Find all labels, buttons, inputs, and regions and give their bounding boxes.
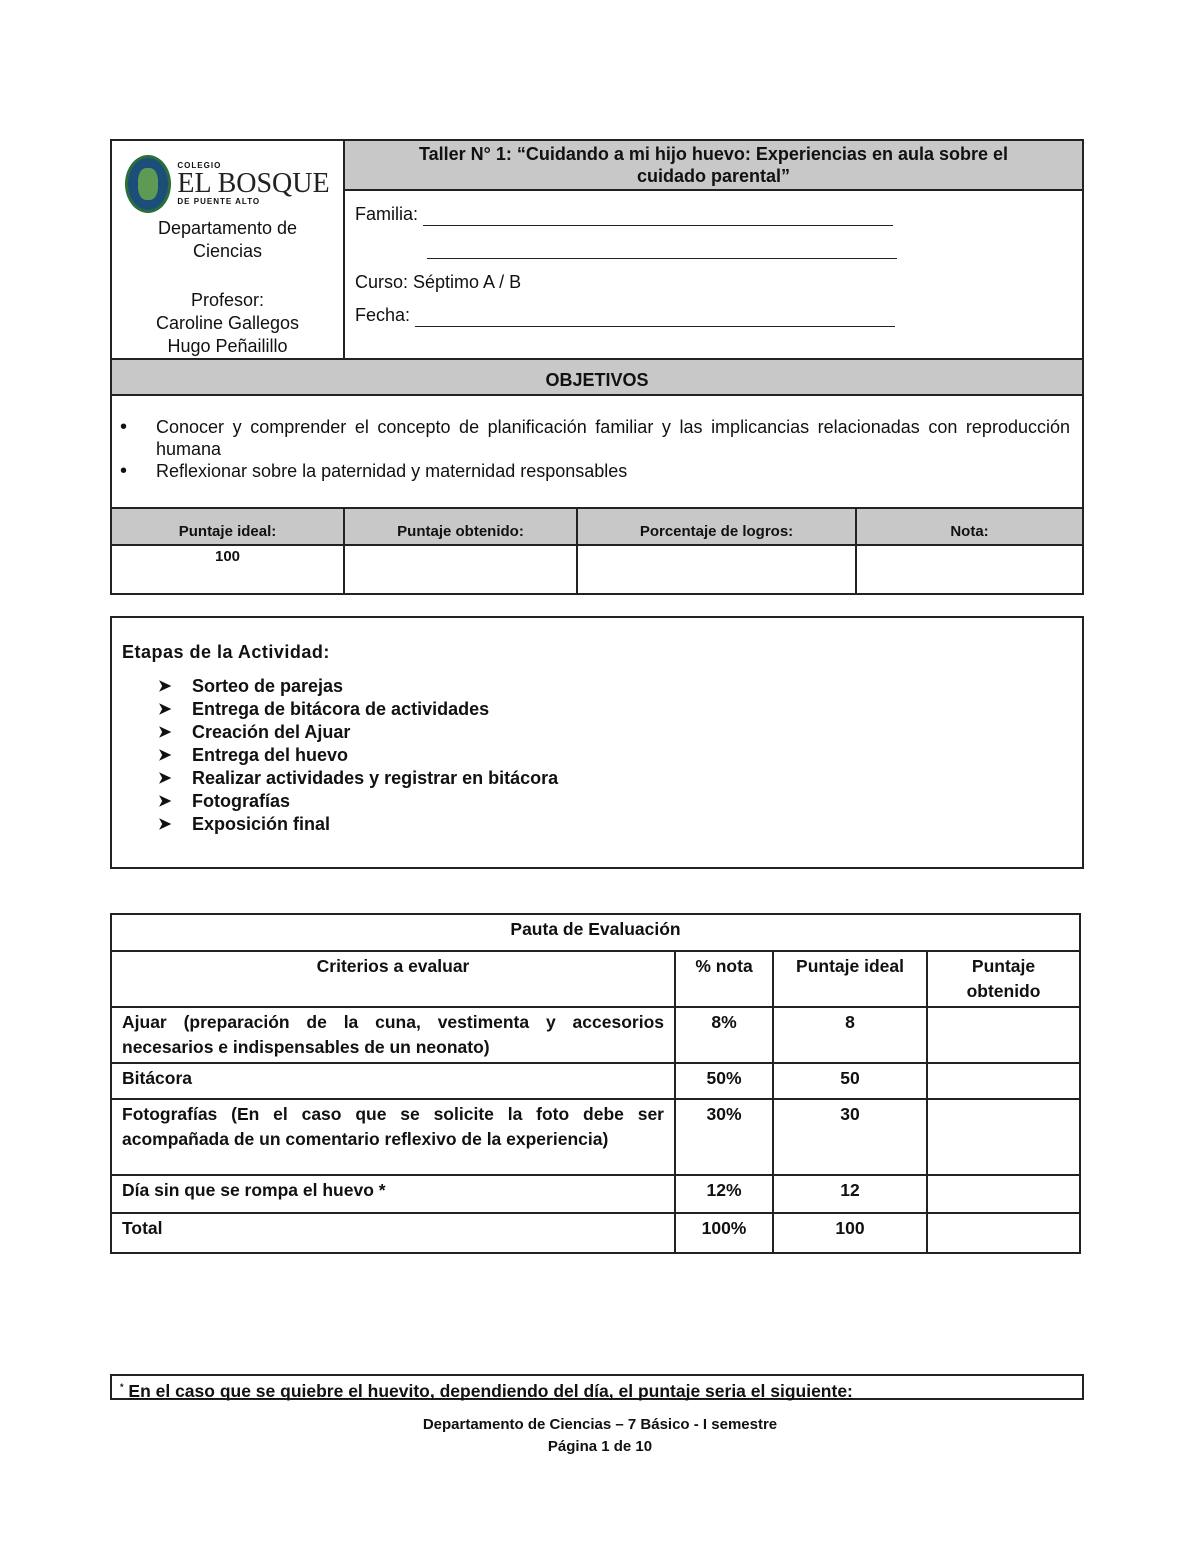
etapa-item: ➤ Realizar actividades y registrar en bitácora xyxy=(158,768,559,788)
objetivo-item: • Conocer y comprender el concepto de planificación familiar y las implicancias relacionadas con reproducción humana xyxy=(156,416,1070,460)
objetivo-item: • Reflexionar sobre la paternidad y maternidad responsables xyxy=(156,460,1070,482)
puntaje-ideal-cell: 8 xyxy=(773,1007,927,1063)
puntaje-ideal-value: 100 xyxy=(111,545,344,594)
criterio-cell: Ajuar (preparación de la cuna, vestimenta y accesorios necesarios e indispensables de un neonato) xyxy=(111,1007,675,1063)
puntaje-ideal-cell: 12 xyxy=(773,1175,927,1213)
score-header: Porcentaje de logros: xyxy=(577,508,856,545)
etapas-box xyxy=(110,616,1084,869)
professor-label: Profesor: xyxy=(190,290,265,310)
pauta-header: % nota xyxy=(675,951,773,1007)
logo-name: EL BOSQUE xyxy=(177,168,330,199)
footnote-text: En el caso que se quiebre el huevito, dependiendo del día, el puntaje seria el siguiente: xyxy=(128,1380,853,1401)
familia-field-line2[interactable] xyxy=(427,236,1072,259)
arrow-bullet-icon: ➤ xyxy=(158,701,172,718)
criterio-cell: Fotografías (En el caso que se solicite la foto debe ser acompañada de un comentario reflexivo de la experiencia) xyxy=(111,1099,675,1175)
nota-pct-cell: 50% xyxy=(675,1063,773,1099)
score-table xyxy=(110,507,1084,595)
etapa-item: ➤ Entrega de bitácora de actividades xyxy=(158,699,490,719)
etapa-item: ➤ Fotografías xyxy=(158,791,291,811)
criterio-cell: Bitácora xyxy=(111,1063,675,1099)
table-row xyxy=(111,1007,1080,1063)
curso-text: Curso: Séptimo A / B xyxy=(355,272,522,292)
etapas-title: Etapas de la Actividad: xyxy=(122,642,330,662)
etapa-item: ➤ Creación del Ajuar xyxy=(158,722,351,742)
pauta-table xyxy=(110,913,1081,1254)
table-row xyxy=(111,1063,1080,1099)
school-info-cell xyxy=(111,140,344,359)
familia-label: Familia: xyxy=(355,204,419,224)
nota-pct-cell: 8% xyxy=(675,1007,773,1063)
nota-pct-cell: 100% xyxy=(675,1213,773,1253)
header-table xyxy=(110,139,1084,510)
nota-pct-cell: 30% xyxy=(675,1099,773,1175)
pauta-header: Puntaje ideal xyxy=(773,951,927,1007)
puntaje-obtenido-cell[interactable] xyxy=(927,1099,1080,1175)
logo-text-top: COLEGIO xyxy=(177,161,222,170)
nota-value[interactable] xyxy=(856,545,1083,594)
nota-pct-cell: 12% xyxy=(675,1175,773,1213)
puntaje-ideal-cell: 50 xyxy=(773,1063,927,1099)
etapa-item: ➤ Sorteo de parejas xyxy=(158,676,344,696)
school-seal-icon xyxy=(125,155,171,213)
puntaje-obtenido-cell[interactable] xyxy=(927,1175,1080,1213)
puntaje-obtenido-cell[interactable] xyxy=(927,1063,1080,1099)
workshop-title: Taller N° 1: “Cuidando a mi hijo huevo: Experiencias en aula sobre el cuidado parental” xyxy=(344,140,1083,190)
pauta-header: Criterios a evaluar xyxy=(111,951,675,1007)
footnote-box xyxy=(110,1374,1084,1400)
arrow-bullet-icon: ➤ xyxy=(158,678,172,695)
page-footer-department: Departamento de Ciencias – 7 Básico - I semestre xyxy=(422,1416,778,1433)
arrow-bullet-icon: ➤ xyxy=(158,816,172,833)
score-header: Nota: xyxy=(856,508,1083,545)
logo-text-bottom: DE PUENTE ALTO xyxy=(177,197,261,206)
professor-name: Hugo Peñailillo xyxy=(167,336,288,356)
puntaje-obtenido-cell[interactable] xyxy=(927,1213,1080,1253)
professor-name: Caroline Gallegos xyxy=(155,313,300,333)
fecha-label: Fecha: xyxy=(355,305,411,325)
department-name: Departamento de Ciencias xyxy=(157,218,298,261)
objetivos-list xyxy=(112,396,1082,482)
puntaje-ideal-cell: 100 xyxy=(773,1213,927,1253)
arrow-bullet-icon: ➤ xyxy=(158,724,172,741)
arrow-bullet-icon: ➤ xyxy=(158,770,172,787)
score-header: Puntaje ideal: xyxy=(111,508,344,545)
footnote-mark: * xyxy=(120,1382,124,1392)
puntaje-obtenido-value[interactable] xyxy=(344,545,577,594)
school-logo xyxy=(112,155,343,213)
table-row-total xyxy=(111,1213,1080,1253)
familia-field[interactable] xyxy=(355,203,1072,226)
etapa-item: ➤ Exposición final xyxy=(158,814,331,834)
table-row xyxy=(111,1175,1080,1213)
objetivos-title: OBJETIVOS xyxy=(111,359,1083,395)
criterio-cell: Día sin que se rompa el huevo * xyxy=(111,1175,675,1213)
page-number: Página 1 de 10 xyxy=(547,1438,653,1455)
arrow-bullet-icon: ➤ xyxy=(158,747,172,764)
etapa-item: ➤ Entrega del huevo xyxy=(158,745,349,765)
porcentaje-value[interactable] xyxy=(577,545,856,594)
criterio-cell: Total xyxy=(111,1213,675,1253)
etapas-list xyxy=(112,675,1082,836)
puntaje-ideal-cell: 30 xyxy=(773,1099,927,1175)
table-row xyxy=(111,1099,1080,1175)
fecha-field[interactable] xyxy=(355,304,1072,327)
puntaje-obtenido-cell[interactable] xyxy=(927,1007,1080,1063)
pauta-title: Pauta de Evaluación xyxy=(111,914,1080,951)
arrow-bullet-icon: ➤ xyxy=(158,793,172,810)
score-header: Puntaje obtenido: xyxy=(344,508,577,545)
pauta-header: Puntaje obtenido xyxy=(927,951,1080,1007)
